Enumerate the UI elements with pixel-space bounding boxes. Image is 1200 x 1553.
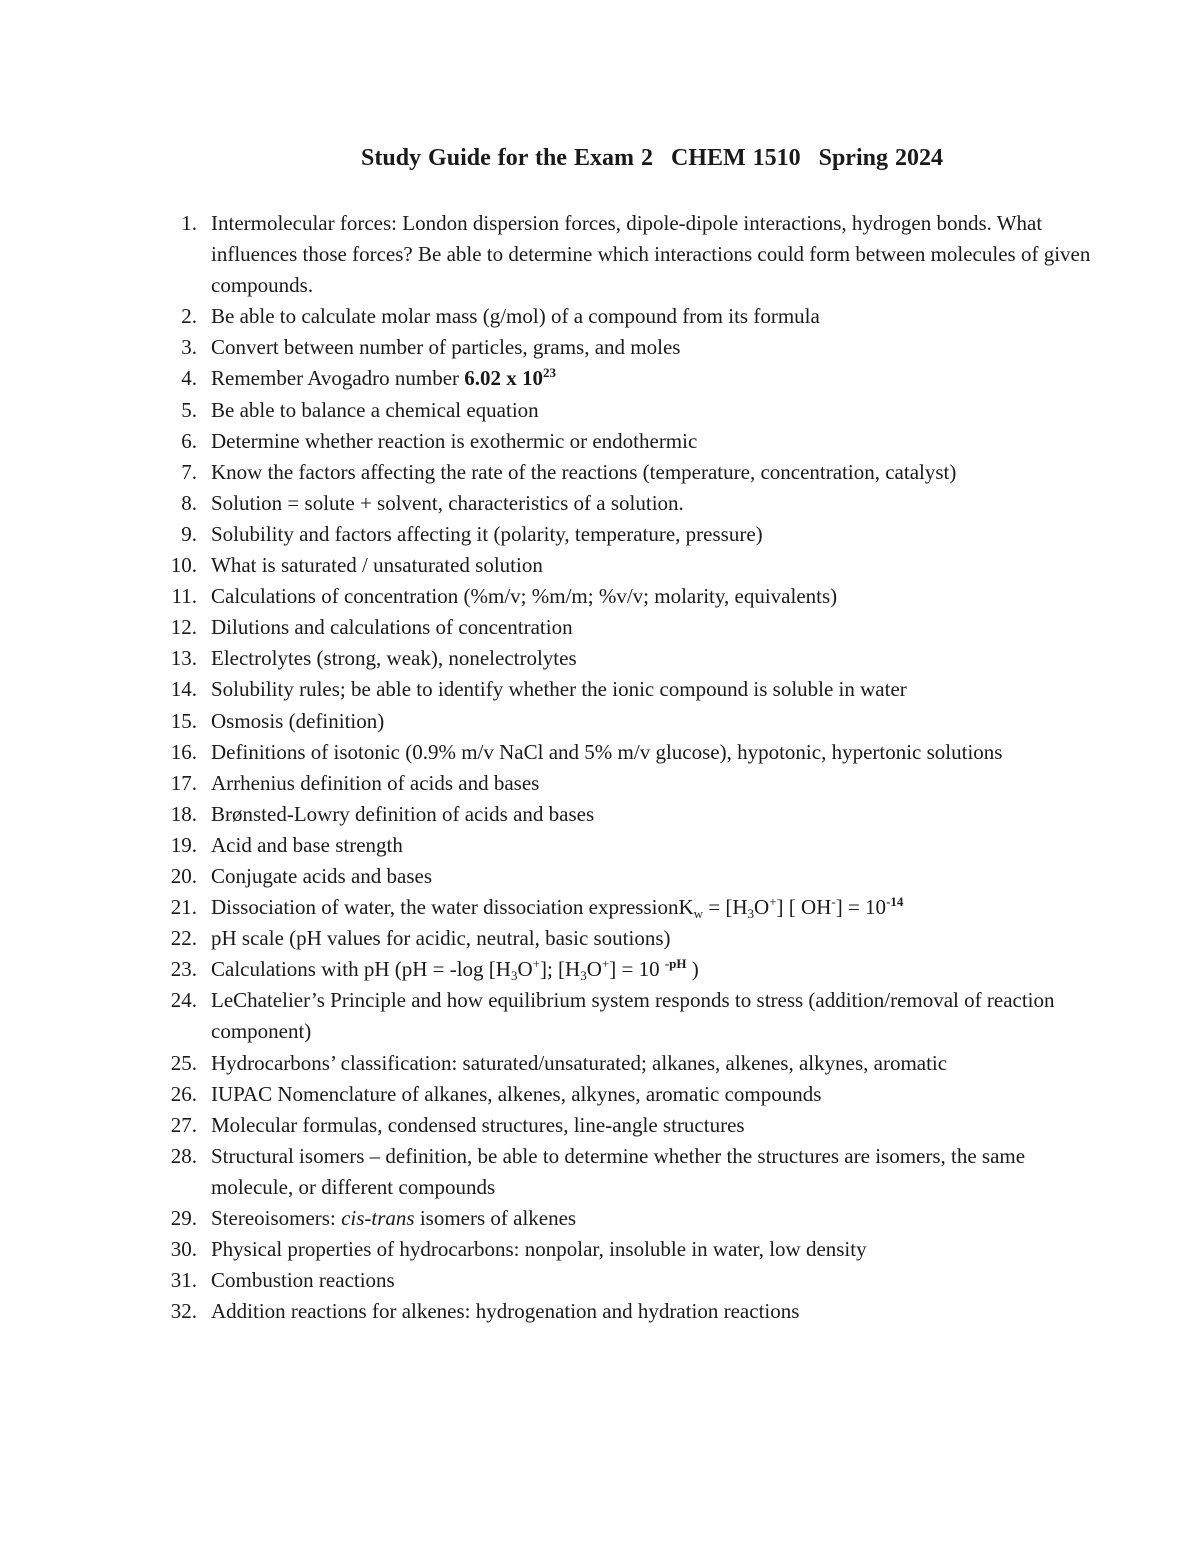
item-text: What is saturated / unsaturated solution xyxy=(211,553,543,578)
list-item xyxy=(0,737,1200,768)
item-text: Brønsted-Lowry definition of acids and bases xyxy=(211,801,595,826)
item-text: Definitions of isotonic (0.9% m/v NaCl and 5% m/v glucose), hypotonic, hypertonic solutions xyxy=(211,739,1003,764)
item-text: Addition reactions for alkenes: hydrogenation and hydration reactions xyxy=(211,1299,800,1324)
list-item xyxy=(0,612,1200,643)
item-number: 25. xyxy=(170,1050,197,1075)
item-text: Arrhenius definition of acids and bases xyxy=(211,770,540,795)
item-text: Molecular formulas, condensed structures, line-angle structures xyxy=(211,1112,745,1137)
item-text: ) xyxy=(686,957,699,982)
item-number: 20. xyxy=(170,863,197,888)
list-item xyxy=(0,674,1200,705)
list-item xyxy=(0,954,1200,985)
item-number: 21. xyxy=(170,895,197,920)
item-text: Osmosis (definition) xyxy=(211,708,385,733)
plus-charge: + xyxy=(601,956,610,972)
item-text: Structural isomers – definition, be able to determine whether the structures are isomers, the same molecule, or different compounds xyxy=(211,1143,1026,1199)
item-text: O xyxy=(586,957,602,982)
item-text: Dilutions and calculations of concentration xyxy=(211,615,573,640)
list-item xyxy=(0,861,1200,892)
item-number: 8. xyxy=(181,490,197,515)
list-item xyxy=(0,1296,1200,1327)
topic-list xyxy=(0,208,1200,1327)
title-exam: Study Guide for the Exam 2 xyxy=(361,145,653,171)
list-item xyxy=(0,892,1200,923)
list-item xyxy=(0,363,1200,394)
item-text: ] [ OH xyxy=(776,895,832,920)
kw-exponent: -14 xyxy=(886,894,904,910)
item-number: 29. xyxy=(170,1206,197,1230)
item-number: 12. xyxy=(170,615,197,640)
list-item xyxy=(0,1110,1200,1141)
item-text: Know the factors affecting the rate of the reactions (temperature, concentration, catalyst) xyxy=(211,459,957,484)
item-number: 14. xyxy=(170,677,197,702)
item-number: 5. xyxy=(181,397,197,422)
item-number: 26. xyxy=(170,1081,197,1106)
list-item xyxy=(0,830,1200,861)
item-text: isomers of alkenes xyxy=(414,1206,577,1230)
list-item xyxy=(0,395,1200,426)
list-item xyxy=(0,799,1200,830)
item-number: 6. xyxy=(181,428,197,453)
item-number: 4. xyxy=(181,366,197,391)
item-text: Intermolecular forces: London dispersion forces, dipole-dipole interactions, hydrogen bonds. What influences those forces? Be able to determine which interactions could form between molecules of given compounds. xyxy=(211,211,1091,298)
item-number: 17. xyxy=(170,770,197,795)
item-number: 10. xyxy=(170,553,197,578)
item-text: Physical properties of hydrocarbons: nonpolar, insoluble in water, low density xyxy=(211,1237,867,1262)
list-item xyxy=(0,332,1200,363)
minus-charge: - xyxy=(831,894,836,910)
item-number: 32. xyxy=(170,1299,197,1324)
item-number: 18. xyxy=(170,801,197,826)
item-text: Hydrocarbons’ classification: saturated/unsaturated; alkanes, alkenes, alkynes, aromatic xyxy=(211,1050,948,1075)
item-number: 28. xyxy=(170,1143,197,1168)
page-title xyxy=(0,142,1200,174)
list-item xyxy=(0,208,1200,301)
item-number: 2. xyxy=(181,304,197,329)
item-number: 22. xyxy=(170,926,197,951)
item-number: 23. xyxy=(170,957,197,982)
item-text: Solution = solute + solvent, characteristics of a solution. xyxy=(211,490,684,515)
item-number: 13. xyxy=(170,646,197,671)
h3-subscript: 3 xyxy=(510,968,518,984)
list-item xyxy=(0,1048,1200,1079)
list-item xyxy=(0,301,1200,332)
item-number: 7. xyxy=(181,459,197,484)
item-text: Electrolytes (strong, weak), nonelectrolytes xyxy=(211,646,577,671)
item-number: 11. xyxy=(171,584,197,609)
kw-subscript: w xyxy=(693,906,704,922)
item-text: pH scale (pH values for acidic, neutral, basic soutions) xyxy=(211,926,671,951)
item-number: 24. xyxy=(170,988,197,1013)
item-number: 19. xyxy=(170,832,197,857)
item-number: 16. xyxy=(170,739,197,764)
item-text: Calculations of concentration (%m/v; %m/m; %v/v; molarity, equivalents) xyxy=(211,584,838,609)
list-item xyxy=(0,519,1200,550)
item-number: 9. xyxy=(181,521,197,546)
plus-charge: + xyxy=(532,956,540,972)
list-item xyxy=(0,1079,1200,1110)
list-item xyxy=(0,1141,1200,1203)
item-text: Combustion reactions xyxy=(211,1268,395,1293)
item-text: Remember Avogadro number xyxy=(211,366,465,391)
item-text: Acid and base strength xyxy=(211,832,403,857)
item-text: Calculations with pH (pH = -log [H xyxy=(211,957,511,982)
list-item xyxy=(0,706,1200,737)
item-text: Convert between number of particles, grams, and moles xyxy=(211,335,681,360)
item-text: IUPAC Nomenclature of alkanes, alkenes, alkynes, aromatic compounds xyxy=(211,1081,822,1106)
list-item xyxy=(0,1234,1200,1265)
list-item xyxy=(0,457,1200,488)
italic-term: cis-trans xyxy=(341,1206,415,1230)
h3-subscript: 3 xyxy=(580,968,587,984)
item-text: Be able to balance a chemical equation xyxy=(211,397,539,422)
item-text: Be able to calculate molar mass (g/mol) of a compound from its formula xyxy=(211,304,820,329)
list-item xyxy=(0,768,1200,799)
list-item xyxy=(0,550,1200,581)
item-text: Solubility and factors affecting it (polarity, temperature, pressure) xyxy=(211,521,763,546)
list-item xyxy=(0,1203,1200,1234)
list-item xyxy=(0,643,1200,674)
item-number: 31. xyxy=(170,1268,197,1293)
item-number: 1. xyxy=(181,211,197,235)
item-text: Stereoisomers: xyxy=(211,1206,342,1230)
avogadro-number: 6.02 x 10 xyxy=(464,366,544,391)
item-text: O xyxy=(754,895,770,920)
item-text: Conjugate acids and bases xyxy=(211,863,433,888)
item-text: LeChatelier’s Principle and how equilibrium system responds to stress (addition/removal of reaction component) xyxy=(211,988,1055,1044)
item-text: ] = 10 xyxy=(609,957,665,982)
list-item xyxy=(0,581,1200,612)
h3-subscript: 3 xyxy=(747,906,755,922)
list-item xyxy=(0,985,1200,1047)
item-text: ] = 10 xyxy=(835,895,887,920)
list-item xyxy=(0,923,1200,954)
list-item xyxy=(0,426,1200,457)
title-course: CHEM 1510 xyxy=(670,145,801,171)
list-item xyxy=(0,1265,1200,1296)
item-text: Solubility rules; be able to identify whether the ionic compound is soluble in water xyxy=(211,677,907,702)
item-number: 30. xyxy=(170,1237,197,1262)
item-text: Dissociation of water, the water dissociation expressionK xyxy=(211,895,694,920)
item-text: ]; [H xyxy=(539,957,581,982)
item-number: 27. xyxy=(170,1112,197,1137)
plus-charge: + xyxy=(769,894,777,910)
title-term: Spring 2024 xyxy=(818,145,943,171)
item-text: Determine whether reaction is exothermic or endothermic xyxy=(211,428,698,453)
avogadro-exponent: 23 xyxy=(543,365,557,381)
ph-exponent: -pH xyxy=(664,956,687,972)
item-text: O xyxy=(517,957,533,982)
item-number: 15. xyxy=(170,708,197,733)
item-text: = [H xyxy=(703,895,748,920)
list-item xyxy=(0,488,1200,519)
item-number: 3. xyxy=(181,335,197,360)
